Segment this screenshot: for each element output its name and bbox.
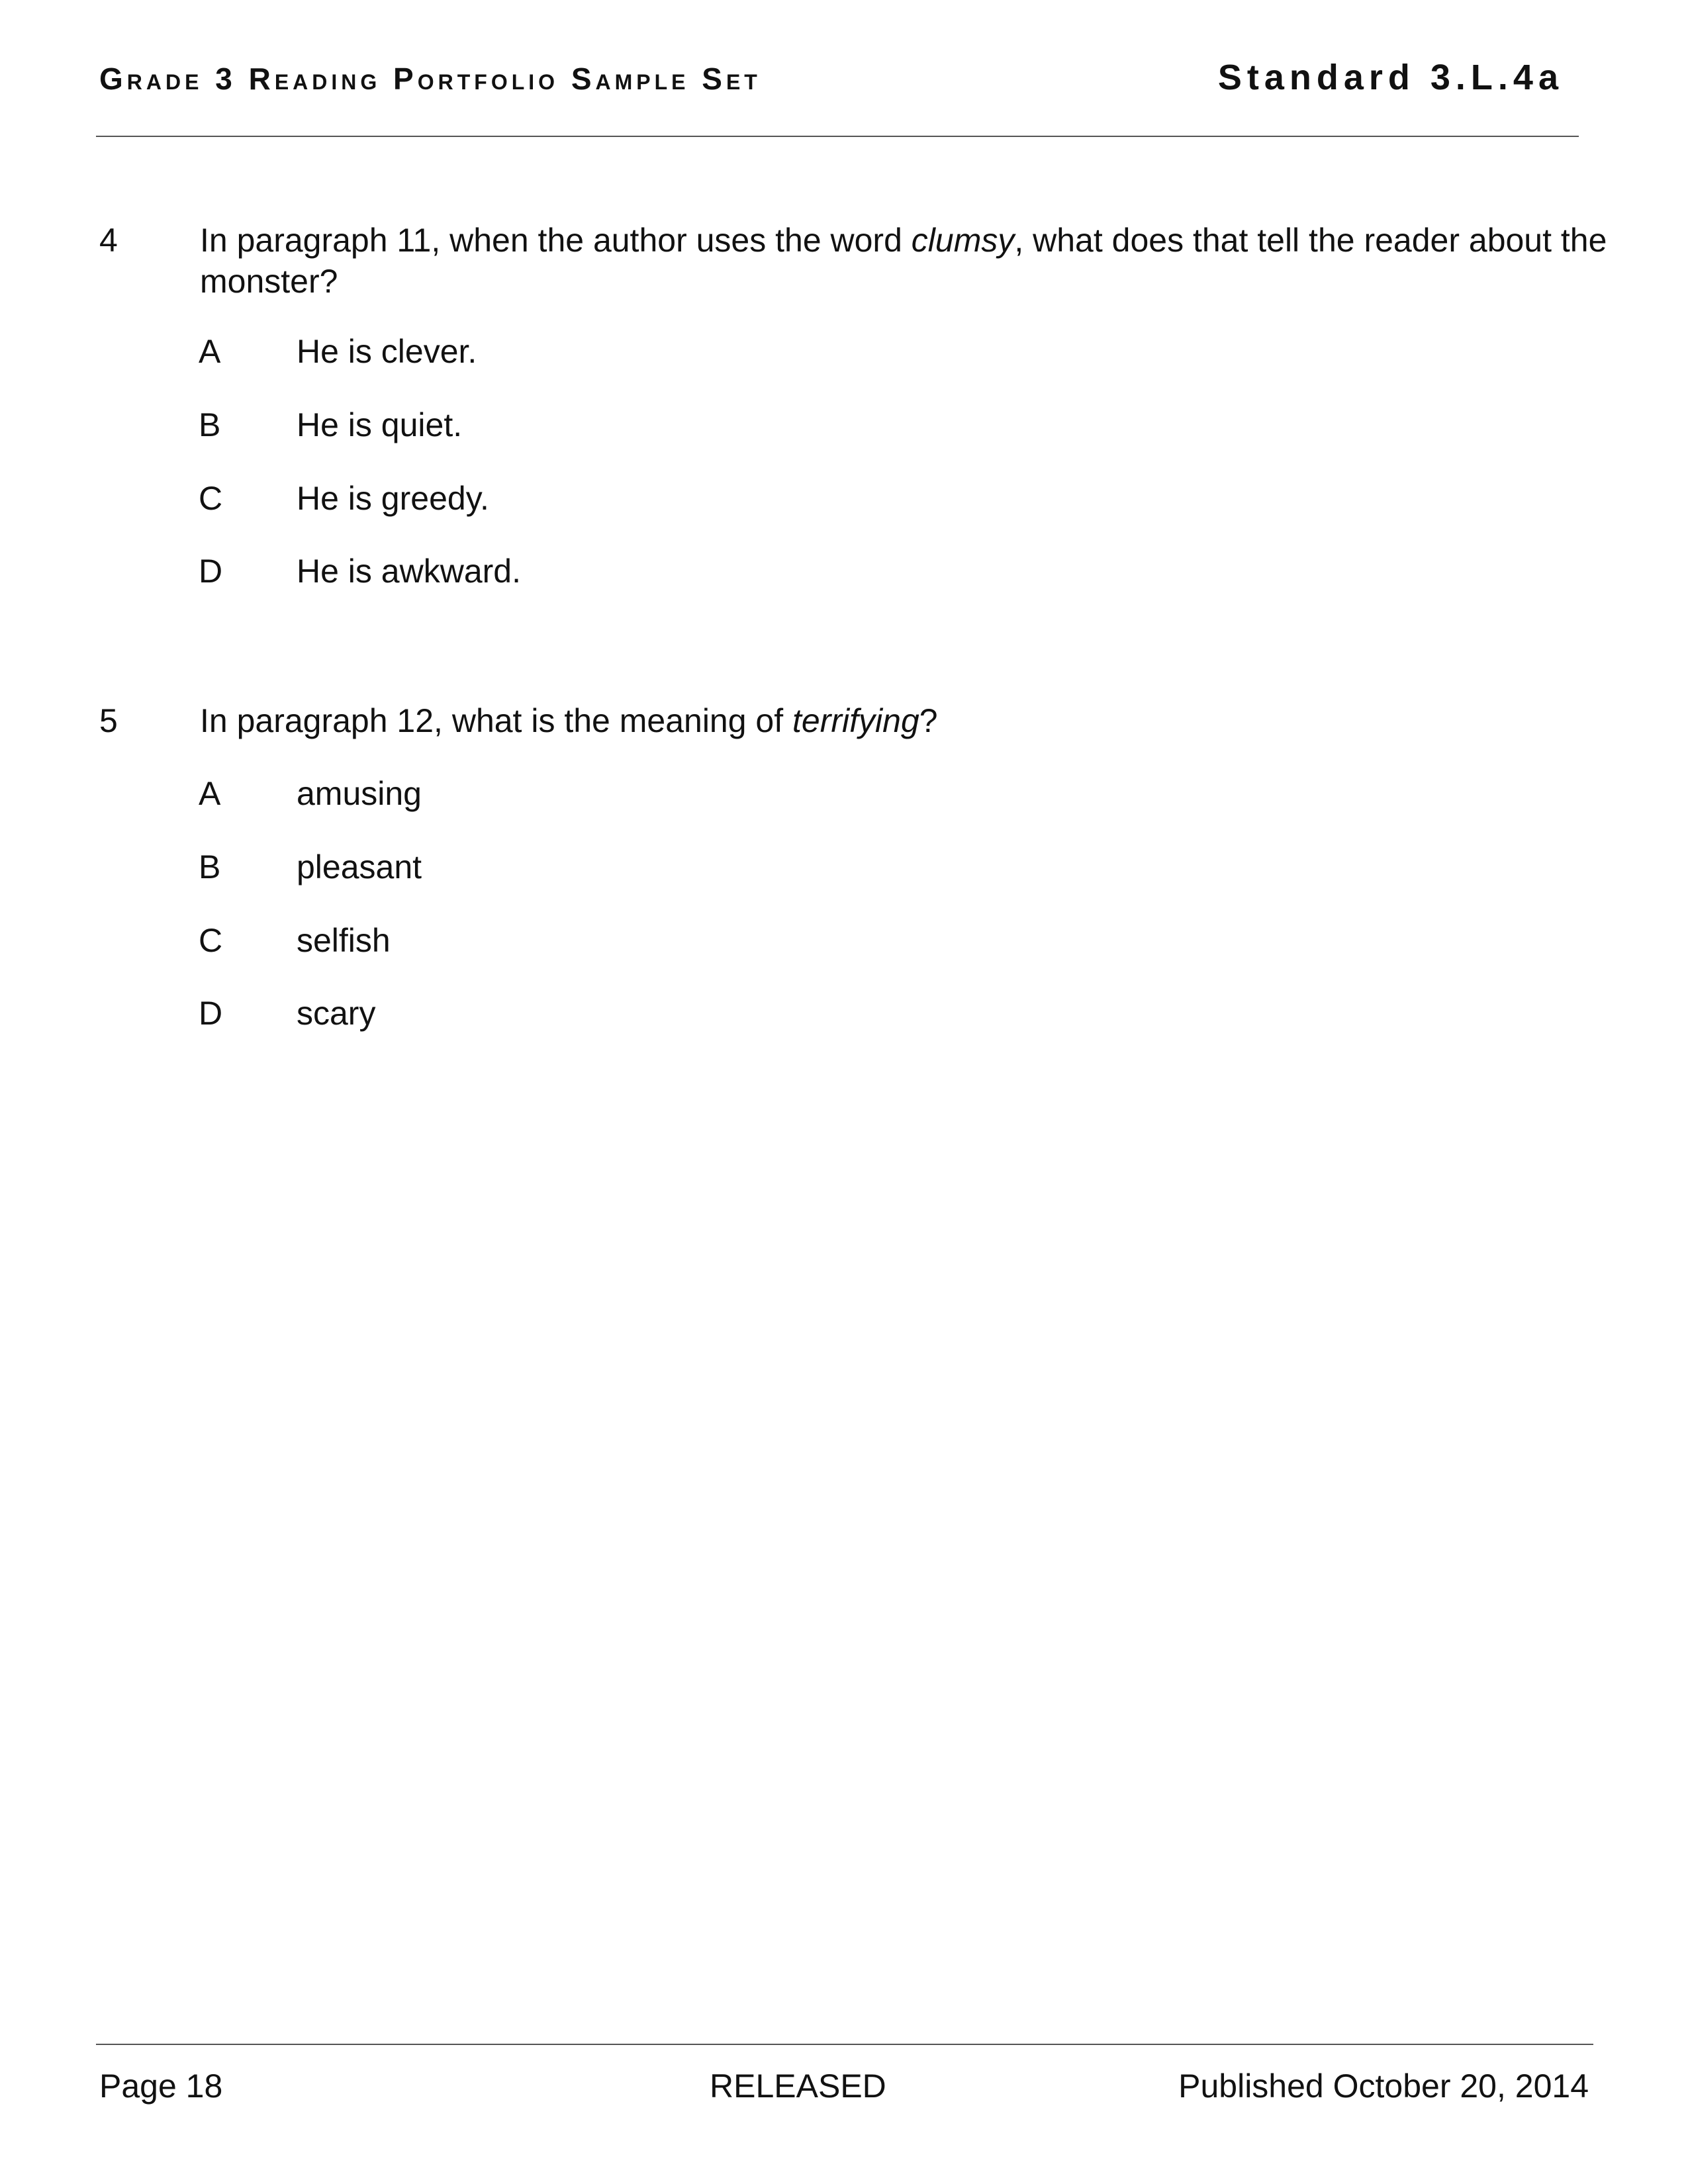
option-text: He is quiet. <box>297 406 463 443</box>
document-title: Grade 3 Reading Portfolio Sample Set <box>99 62 761 96</box>
option-letter: A <box>199 333 221 370</box>
question-4 <box>99 220 1607 617</box>
option-letter: D <box>199 553 223 590</box>
option-letter: C <box>199 480 223 517</box>
option-letter: D <box>199 995 223 1032</box>
option-text: scary <box>297 995 376 1032</box>
option-text: pleasant <box>297 848 422 886</box>
publish-date: Published October 20, 2014 <box>1178 2068 1589 2105</box>
stem-text: ? <box>919 702 938 739</box>
header-divider <box>96 136 1579 137</box>
stem-text: , what does that tell the reader about the monster? <box>200 222 1607 300</box>
stem-text: In paragraph 12, what is the meaning of <box>200 702 793 739</box>
question-5 <box>99 700 1582 1044</box>
question-number: 5 <box>99 702 118 739</box>
option-text: amusing <box>297 775 422 812</box>
stem-emphasis: clumsy <box>911 222 1015 259</box>
page-header <box>99 54 1589 101</box>
option-text: selfish <box>297 922 391 959</box>
question-number: 4 <box>99 222 118 259</box>
stem-text: In paragraph 11, when the author uses the word <box>200 222 912 259</box>
question-stem <box>200 700 1656 741</box>
option-letter: B <box>199 848 221 886</box>
question-stem <box>200 220 1656 302</box>
option-text: He is greedy. <box>297 480 489 517</box>
option-letter: A <box>199 775 221 812</box>
standard-label: Standard 3.L.4a <box>1217 58 1564 97</box>
page-number: Page 18 <box>99 2068 223 2105</box>
footer-divider <box>96 2044 1593 2045</box>
option-text: He is clever. <box>297 333 477 370</box>
release-status: RELEASED <box>710 2068 886 2105</box>
option-text: He is awkward. <box>297 553 521 590</box>
option-letter: C <box>199 922 223 959</box>
stem-emphasis: terrifying <box>792 702 919 739</box>
option-letter: B <box>199 406 221 443</box>
